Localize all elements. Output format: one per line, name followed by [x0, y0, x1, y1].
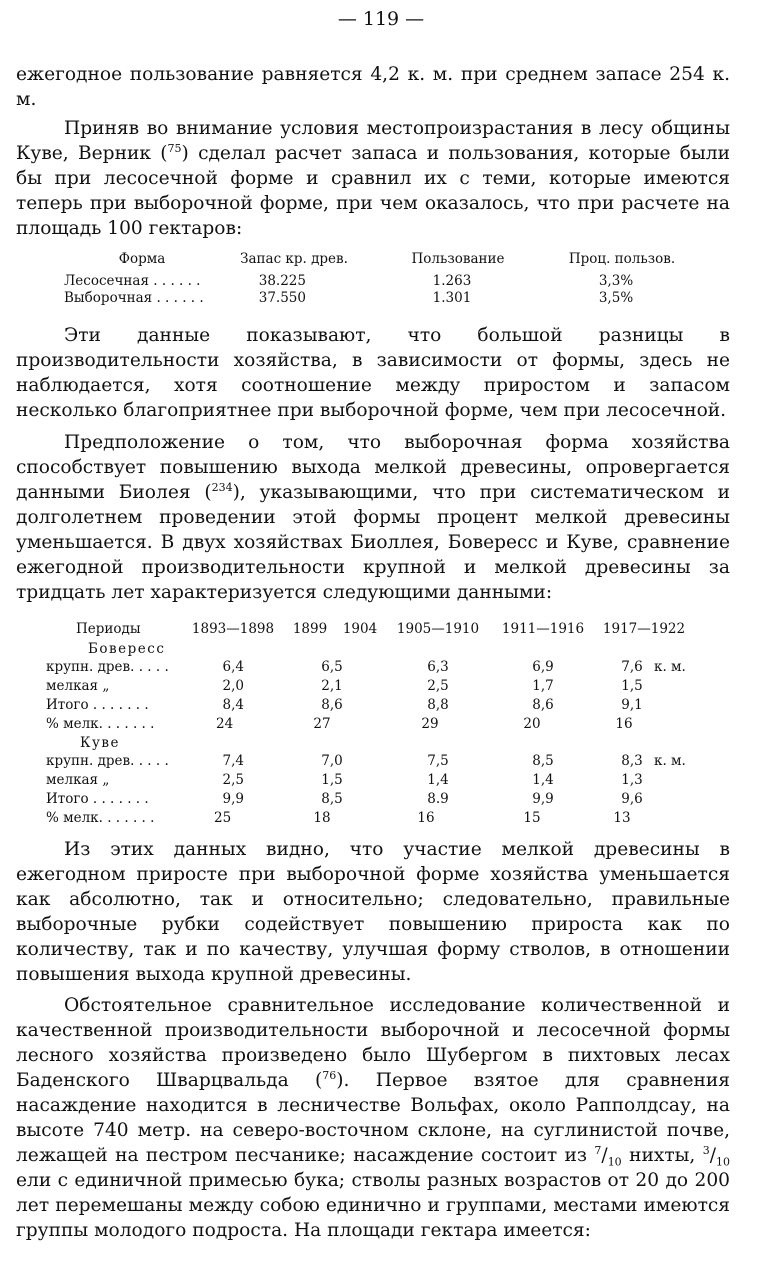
table-2-g2-r1-v5: 8,3 — [621, 753, 643, 769]
paragraph-4-part-a: Предположение о том, что выборочная форма хозяйства способствует повышению выхода мелкой древесины, опровергается данными Биолея ( — [16, 432, 730, 503]
table-1-row-2-pct: 3,5% — [598, 290, 634, 306]
table-2-g1-r3-v5: 9,1 — [621, 697, 643, 713]
footnote-ref-234: 234 — [211, 480, 233, 494]
table-2-g1-r1-v3: 6,3 — [427, 659, 449, 675]
table-2-g1-r4-v4: 20 — [523, 716, 541, 732]
paragraph-5-text: Из этих данных видно, что участие мелкой древесины в ежегодном приросте при выборочной форме хозяйства уменьшается как абсолютно, так и относительно; следовательно, правильные выборочные рубки содействует повышению прироста как по количеству, так и по качеству, улучшая форму стволов, в отношении повышения выхода крупной древесины. — [16, 839, 730, 985]
table-2-group-2-name: Куве — [80, 735, 120, 751]
paragraph-6-part-c: нихты, — [621, 1145, 703, 1166]
paragraph-6 — [16, 993, 730, 1243]
table-2-g2-r2-v3: 1,4 — [427, 772, 449, 788]
paragraph-2-part-a: Приняв во внимание условия местопроизрастания в лесу общины Куве, Верник ( — [16, 118, 730, 164]
table-2-g2-r1-v2: 7,0 — [321, 753, 343, 769]
table-2-g1-r1-v2: 6,5 — [321, 659, 343, 675]
table-2-g2-r2-label: мелкая „ — [46, 772, 110, 788]
table-2-g1-r2-v2: 2,1 — [321, 678, 343, 694]
table-2-g1-r4-v2: 27 — [313, 716, 331, 732]
paragraph-3-text: Эти данные показывают, что большой разницы в производительности хозяйства, в зависимости от формы, здесь не наблюдается, хотя соотношение между приростом и запасом несколько благоприятнее при выборочной форме, чем при лесосечной. — [16, 325, 730, 421]
paragraph-2-part-b: ) сделал расчет запаса и пользования, которые были бы при лесосечной форме и сравнил их с теми, которые имеются теперь при выборочной форме, при чем оказалось, что при расчете на площадь 100 гектаров: — [16, 143, 731, 239]
table-2-header-1904: 1904 — [342, 621, 378, 637]
table-2-g1-r2-v1: 2,0 — [222, 678, 244, 694]
table-1 — [0, 250, 762, 310]
paragraph-1 — [16, 62, 730, 112]
table-2-header-periods: Периоды — [76, 621, 141, 637]
table-2-g1-r2-label: мелкая „ — [46, 678, 110, 694]
paragraph-3 — [16, 323, 730, 423]
table-2-header-1911: 1911—1916 — [501, 621, 585, 637]
table-2-g2-r3-label: Итого . . . . . . . — [46, 791, 149, 807]
table-1-row-1-pct: 3,3% — [598, 273, 634, 289]
table-2-g2-r1-v4: 8,5 — [532, 753, 554, 769]
table-2-g2-r2-v5: 1,3 — [621, 772, 643, 788]
table-2-g1-r1-v5: 7,6 — [621, 659, 643, 675]
table-1-header-use: Пользование — [411, 251, 505, 267]
table-2-g2-r3-v3: 8.9 — [427, 791, 449, 807]
table-2-g1-r3-label: Итого . . . . . . . — [46, 697, 149, 713]
paragraph-6-part-b: ). Первое взятое для сравнения насаждение находится в лесничестве Вольфах, около Рапполдсау, на высоте 740 метр. на северо-восточном склоне, на суглинистой почве, лежащей на пестром песчанике; насаждение состоит из — [16, 1070, 730, 1166]
table-2-g2-r3-v4: 9,9 — [532, 791, 554, 807]
table-1-row-1-label: Лесосечная . . . . . . — [64, 273, 201, 289]
table-2-g2-r1-label: крупн. древ. . . . . — [46, 753, 169, 769]
paragraph-6-part-d: ели с единичной примесью бука; стволы разных возрастов от 20 до 200 лет перемешаны между собою единично и группами, местами имеются группы молодого подроста. На площади гектара имеется: — [16, 1170, 730, 1241]
table-2-g1-r1-v4: 6,9 — [532, 659, 554, 675]
footnote-ref-76: 76 — [322, 1068, 337, 1082]
table-2-g1-r3-v3: 8,8 — [427, 697, 449, 713]
page-number: — 119 — — [337, 8, 425, 30]
table-2-g1-r2-v3: 2,5 — [427, 678, 449, 694]
paragraph-2-text — [16, 116, 730, 241]
table-2-g2-r4-v1: 25 — [214, 810, 232, 826]
table-2-g1-r4-v1: 24 — [216, 716, 234, 732]
paragraph-2 — [16, 116, 730, 241]
table-2-header-1905: 1905—1910 — [396, 621, 480, 637]
table-2-g1-r2-v5: 1,5 — [621, 678, 643, 694]
table-2-g1-r2-v4: 1,7 — [532, 678, 554, 694]
table-2-g2-r4-v2: 18 — [313, 810, 331, 826]
table-2-g1-r1-unit: к. м. — [654, 659, 686, 675]
table-2-header-1899: 1899 — [292, 621, 328, 637]
table-2-header-1917: 1917—1922 — [602, 621, 686, 637]
fraction-1-numerator: 7 — [594, 1143, 602, 1157]
table-2-header-1893: 1893—1898 — [191, 621, 275, 637]
paragraph-5 — [16, 837, 730, 987]
table-2-group-1-name: Бовересс — [88, 641, 166, 657]
table-2-g1-r4-v3: 29 — [421, 716, 439, 732]
table-2-g1-r1-v1: 6,4 — [222, 659, 244, 675]
table-2-g2-r1-unit: к. м. — [654, 753, 686, 769]
fraction-2-numerator: 3 — [702, 1143, 710, 1157]
table-1-row-1-stock: 38.225 — [258, 273, 306, 289]
table-2-g2-r1-v1: 7,4 — [222, 753, 244, 769]
table-1-row-2-use: 1.301 — [432, 290, 472, 306]
table-1-row-1-use: 1.263 — [432, 273, 472, 289]
table-1-header-form: Форма — [118, 251, 166, 267]
table-2-g2-r4-label: % мелк. . . . . . . — [46, 810, 155, 826]
table-2-g2-r4-v5: 13 — [613, 810, 631, 826]
table-1-header-stock: Запас кр. древ. — [240, 251, 348, 267]
paragraph-4-part-b: ), указывающими, что при систематическом и долголетнем проведении этой формы процент мелкой древесины уменьшается. В двух хозяйствах Биоллея, Бовересс и Куве, сравнение ежегодной производительности крупной и мелкой древесины за тридцать лет характеризуется следующими данными: — [16, 482, 730, 603]
fraction-1-denominator: 10 — [607, 1155, 622, 1169]
paragraph-6-part-a: Обстоятельное сравнительное исследование количественной и качественной производительности выборочной и лесосечной формы лесного хозяйства произведено было Шубергом в пихтовых лесах Баденского Шварцвальда ( — [16, 995, 730, 1091]
footnote-ref-75: 75 — [167, 141, 182, 155]
table-2-g2-r3-v1: 9,9 — [222, 791, 244, 807]
paragraph-1-text: ежегодное пользование равняется 4,2 к. м. при среднем запасе 254 к. м. — [16, 64, 730, 110]
paragraph-4-text — [16, 430, 730, 605]
table-2-g1-r3-v4: 8,6 — [532, 697, 554, 713]
paragraph-6-text: Обстоятельное сравнительное исследование количественной и качественной производительности выборочной и лесосечной формы лесного хозяйства произведено было Шубергом в пихтовых лесах Баденского Шварцвальда ($^{76}$). Первое взятое для сравнения насаждение находится в лесничестве Вольфах, около Рапполдсау, на высоте 740 метр. на северо-восточном склоне, на суглинистой почве, лежащей на пестром песчанике; насаждение состоит из $^7/_{10}$ нихты, $^3/_{10}$ ели с единичной примесью бука; стволы разных возрастов от 20 до 200 лет перемешаны между собою единично и группами, местами имеются группы молодого подроста. На площади гектара имеется: — [16, 995, 730, 1241]
table-2-g2-r4-v3: 16 — [417, 810, 435, 826]
table-2-g1-r1-label: крупн. древ. . . . . — [46, 659, 169, 675]
table-2-g1-r4-v5: 16 — [615, 716, 633, 732]
table-2-g2-r1-v3: 7,5 — [427, 753, 449, 769]
table-1-row-2-label: Выборочная . . . . . . — [64, 290, 204, 306]
table-2 — [0, 620, 762, 826]
table-1-row-2-stock: 37.550 — [258, 290, 306, 306]
table-2-g2-r4-v4: 15 — [523, 810, 541, 826]
table-2-g2-r2-v4: 1,4 — [532, 772, 554, 788]
table-2-g2-r2-v2: 1,5 — [321, 772, 343, 788]
table-2-g1-r3-v1: 8,4 — [222, 697, 244, 713]
table-2-g2-r2-v1: 2,5 — [222, 772, 244, 788]
table-2-g1-r3-v2: 8,6 — [321, 697, 343, 713]
table-2-g2-r3-v2: 8,5 — [321, 791, 343, 807]
paragraph-4 — [16, 430, 730, 605]
table-1-header-pct: Проц. пользов. — [568, 251, 676, 267]
table-2-g2-r3-v5: 9,6 — [621, 791, 643, 807]
fraction-2-denominator: 10 — [716, 1155, 730, 1169]
table-2-g1-r4-label: % мелк. . . . . . . — [46, 716, 155, 732]
